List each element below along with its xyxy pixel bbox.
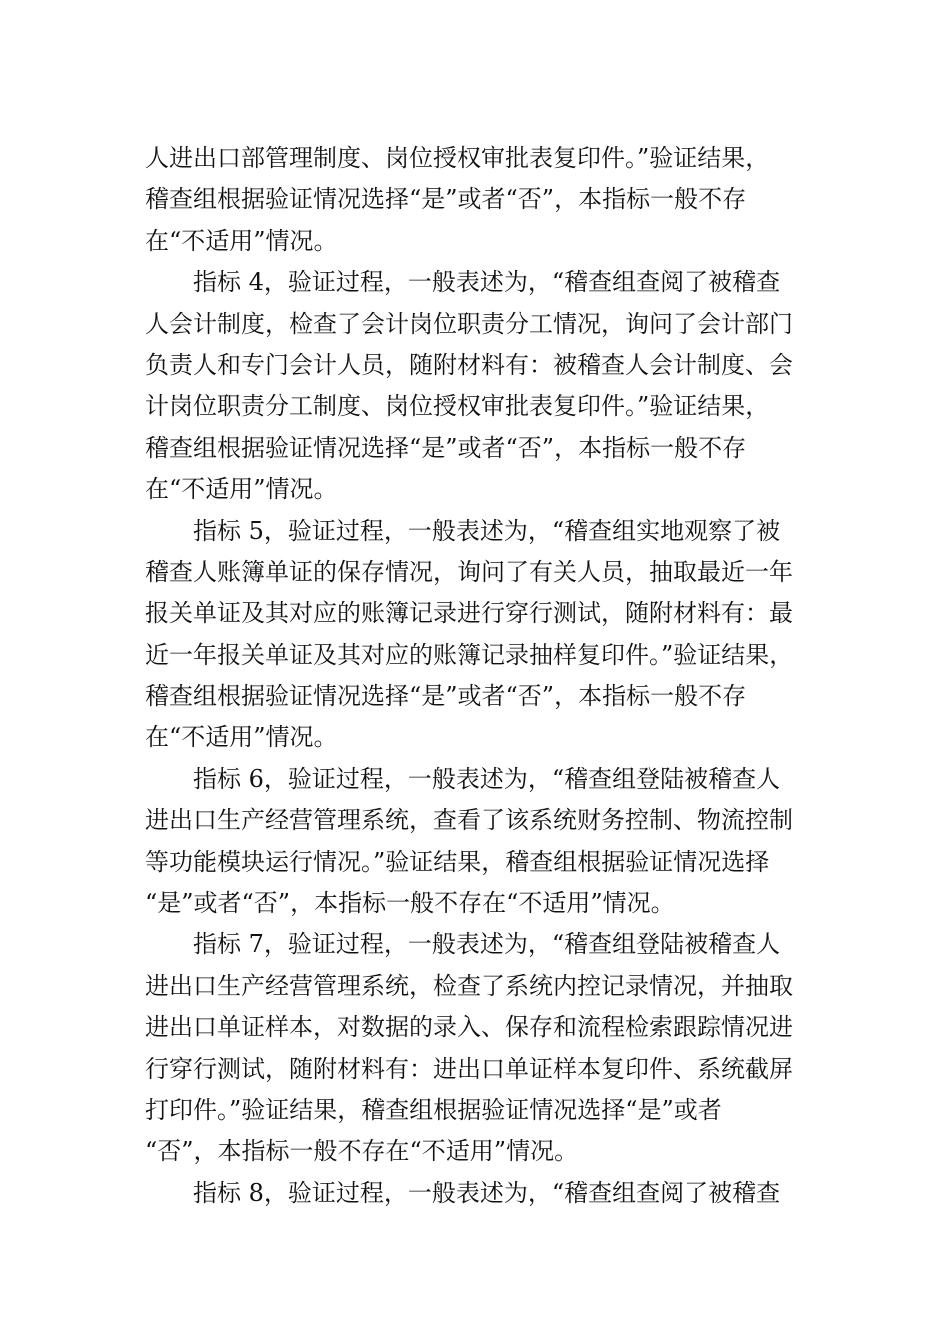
text-line: 人会计制度，检查了会计岗位职责分工情况，询问了会计部门	[145, 309, 793, 338]
text-line: “否”，本指标一般不存在“不适用”情况。	[145, 1137, 579, 1166]
document-body	[145, 138, 811, 1214]
text-line: 负责人和专门会计人员，随附材料有：被稽查人会计制度、会	[145, 350, 793, 379]
text-line: 打印件。”验证结果，稽查组根据验证情况选择“是”或者	[145, 1095, 722, 1124]
text-line: 进出口生产经营管理系统，查看了该系统财务控制、物流控制	[145, 806, 793, 835]
text-line: 行穿行测试，随附材料有：进出口单证样本复印件、系统截屏	[145, 1054, 793, 1083]
text-line: “是”或者“否”，本指标一般不存在“不适用”情况。	[145, 889, 675, 918]
paragraph-first-line: 指标 6，验证过程，一般表述为，“稽查组登陆被稽查人	[193, 764, 781, 793]
text-line: 稽查组根据验证情况选择“是”或者“否”，本指标一般不存	[145, 433, 747, 462]
text-line: 进出口单证样本，对数据的录入、保存和流程检索跟踪情况进	[145, 1013, 793, 1042]
text-line: 计岗位职责分工制度、岗位授权审批表复印件。”验证结果，	[145, 392, 770, 421]
text-line: 在“不适用”情况。	[145, 475, 338, 504]
text-line: 在“不适用”情况。	[145, 226, 338, 255]
paragraph-first-line: 指标 7，验证过程，一般表述为，“稽查组登陆被稽查人	[193, 930, 781, 959]
paragraph-first-line: 指标 8，验证过程，一般表述为，“稽查组查阅了被稽查	[193, 1178, 781, 1207]
paragraph-first-line: 指标 5，验证过程，一般表述为，“稽查组实地观察了被	[193, 516, 781, 545]
text-line: 报关单证及其对应的账簿记录进行穿行测试，随附材料有：最	[145, 599, 793, 628]
text-line: 稽查组根据验证情况选择“是”或者“否”，本指标一般不存	[145, 682, 747, 711]
paragraph-first-line: 指标 4，验证过程，一般表述为，“稽查组查阅了被稽查	[193, 268, 781, 297]
text-line: 稽查组根据验证情况选择“是”或者“否”，本指标一般不存	[145, 185, 747, 214]
text-line: 等功能模块运行情况。”验证结果，稽查组根据验证情况选择	[145, 847, 770, 876]
text-line: 进出口生产经营管理系统，检查了系统内控记录情况，并抽取	[145, 971, 793, 1000]
text-line: 在“不适用”情况。	[145, 723, 338, 752]
text-line: 稽查人账簿单证的保存情况，询问了有关人员，抽取最近一年	[145, 557, 793, 586]
text-line: 人进出口部管理制度、岗位授权审批表复印件。”验证结果，	[145, 144, 770, 172]
text-line: 近一年报关单证及其对应的账簿记录抽样复印件。”验证结果，	[145, 640, 794, 669]
